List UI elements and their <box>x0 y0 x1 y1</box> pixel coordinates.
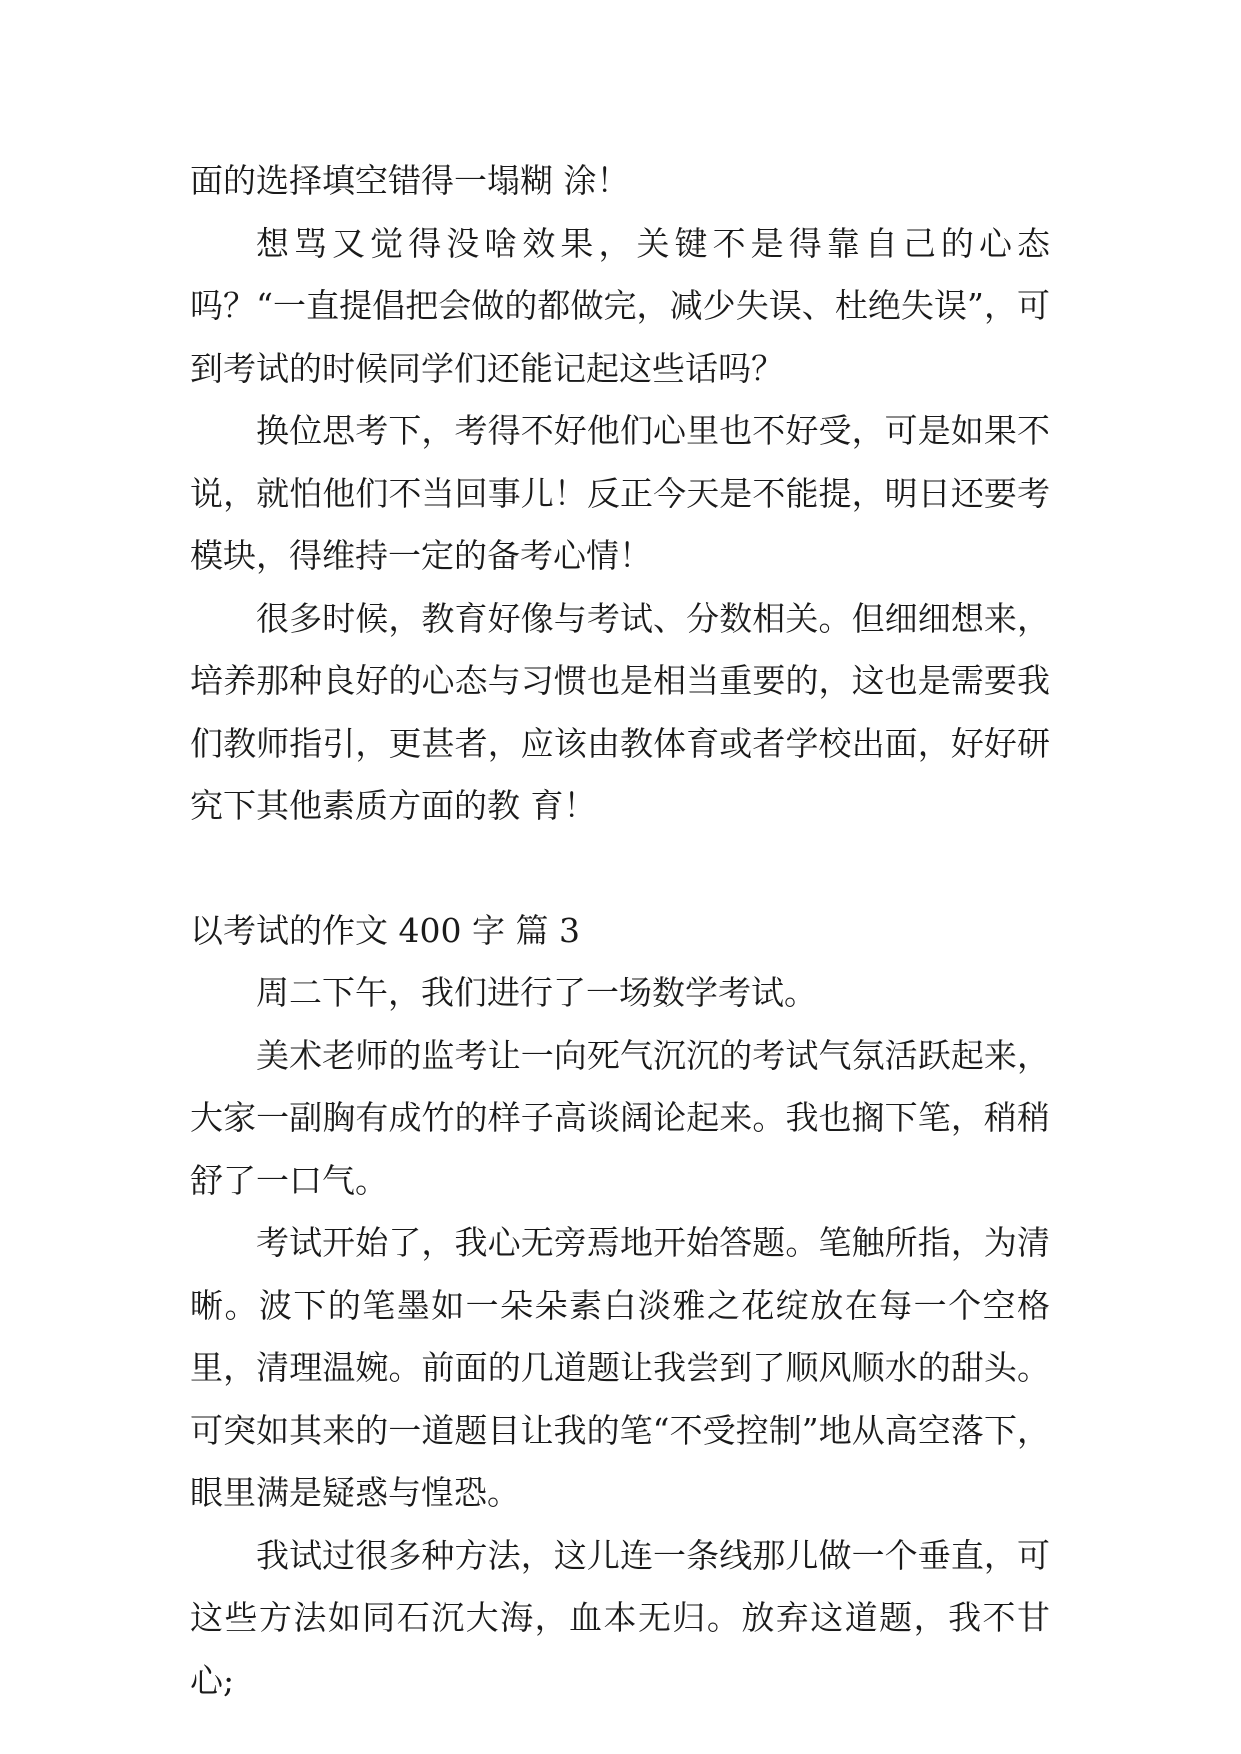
paragraph: 换位思考下，考得不好他们心里也不好受，可是如果不说，就怕他们不当回事儿！反正今天是不能提，明日还要考模块，得维持一定的备考心情！ <box>190 411 1050 575</box>
paragraph: 周二下午，我们进行了一场数学考试。 <box>256 973 817 1012</box>
paragraph: 很多时候，教育好像与考试、分数相关。但细细想来，培养那种良好的心态与习惯也是相当重要的，这也是需要我们教师指引，更甚者，应该由教体育或者学校出面，好好研究下其他素质方面的教 育！ <box>190 598 1050 825</box>
paragraph: 我试过很多种方法，这儿连一条线那儿做一个垂直，可这些方法如同石沉大海，血本无归。放弃这道题，我不甘心; <box>190 1535 1050 1700</box>
section-title: 以考试的作文 400 字 篇 3 <box>190 910 580 950</box>
paragraph: 想骂又觉得没啥效果，关键不是得靠自己的心态吗？“一直提倡把会做的都做完，减少失误、杜绝失误”，可到考试的时候同学们还能记起这些话吗？ <box>190 223 1050 388</box>
paragraph: 美术老师的监考让一向死气沉沉的考试气氛活跃起来，大家一副胸有成竹的样子高谈阔论起来。我也搁下笔，稍稍舒了一口气。 <box>190 1035 1050 1200</box>
paragraph: 考试开始了，我心无旁焉地开始答题。笔触所指，为清晰。波下的笔墨如一朵朵素白淡雅之花绽放在每一个空格里，清理温婉。前面的几道题让我尝到了顺风顺水的甜头。可突如其来的一道题目让我的笔“不受控制”地从高空落下，眼里满是疑惑与惶恐。 <box>190 1223 1050 1512</box>
paragraph: 面的选择填空错得一塌糊 涂！ <box>190 161 630 200</box>
document-page <box>190 150 1050 1712</box>
